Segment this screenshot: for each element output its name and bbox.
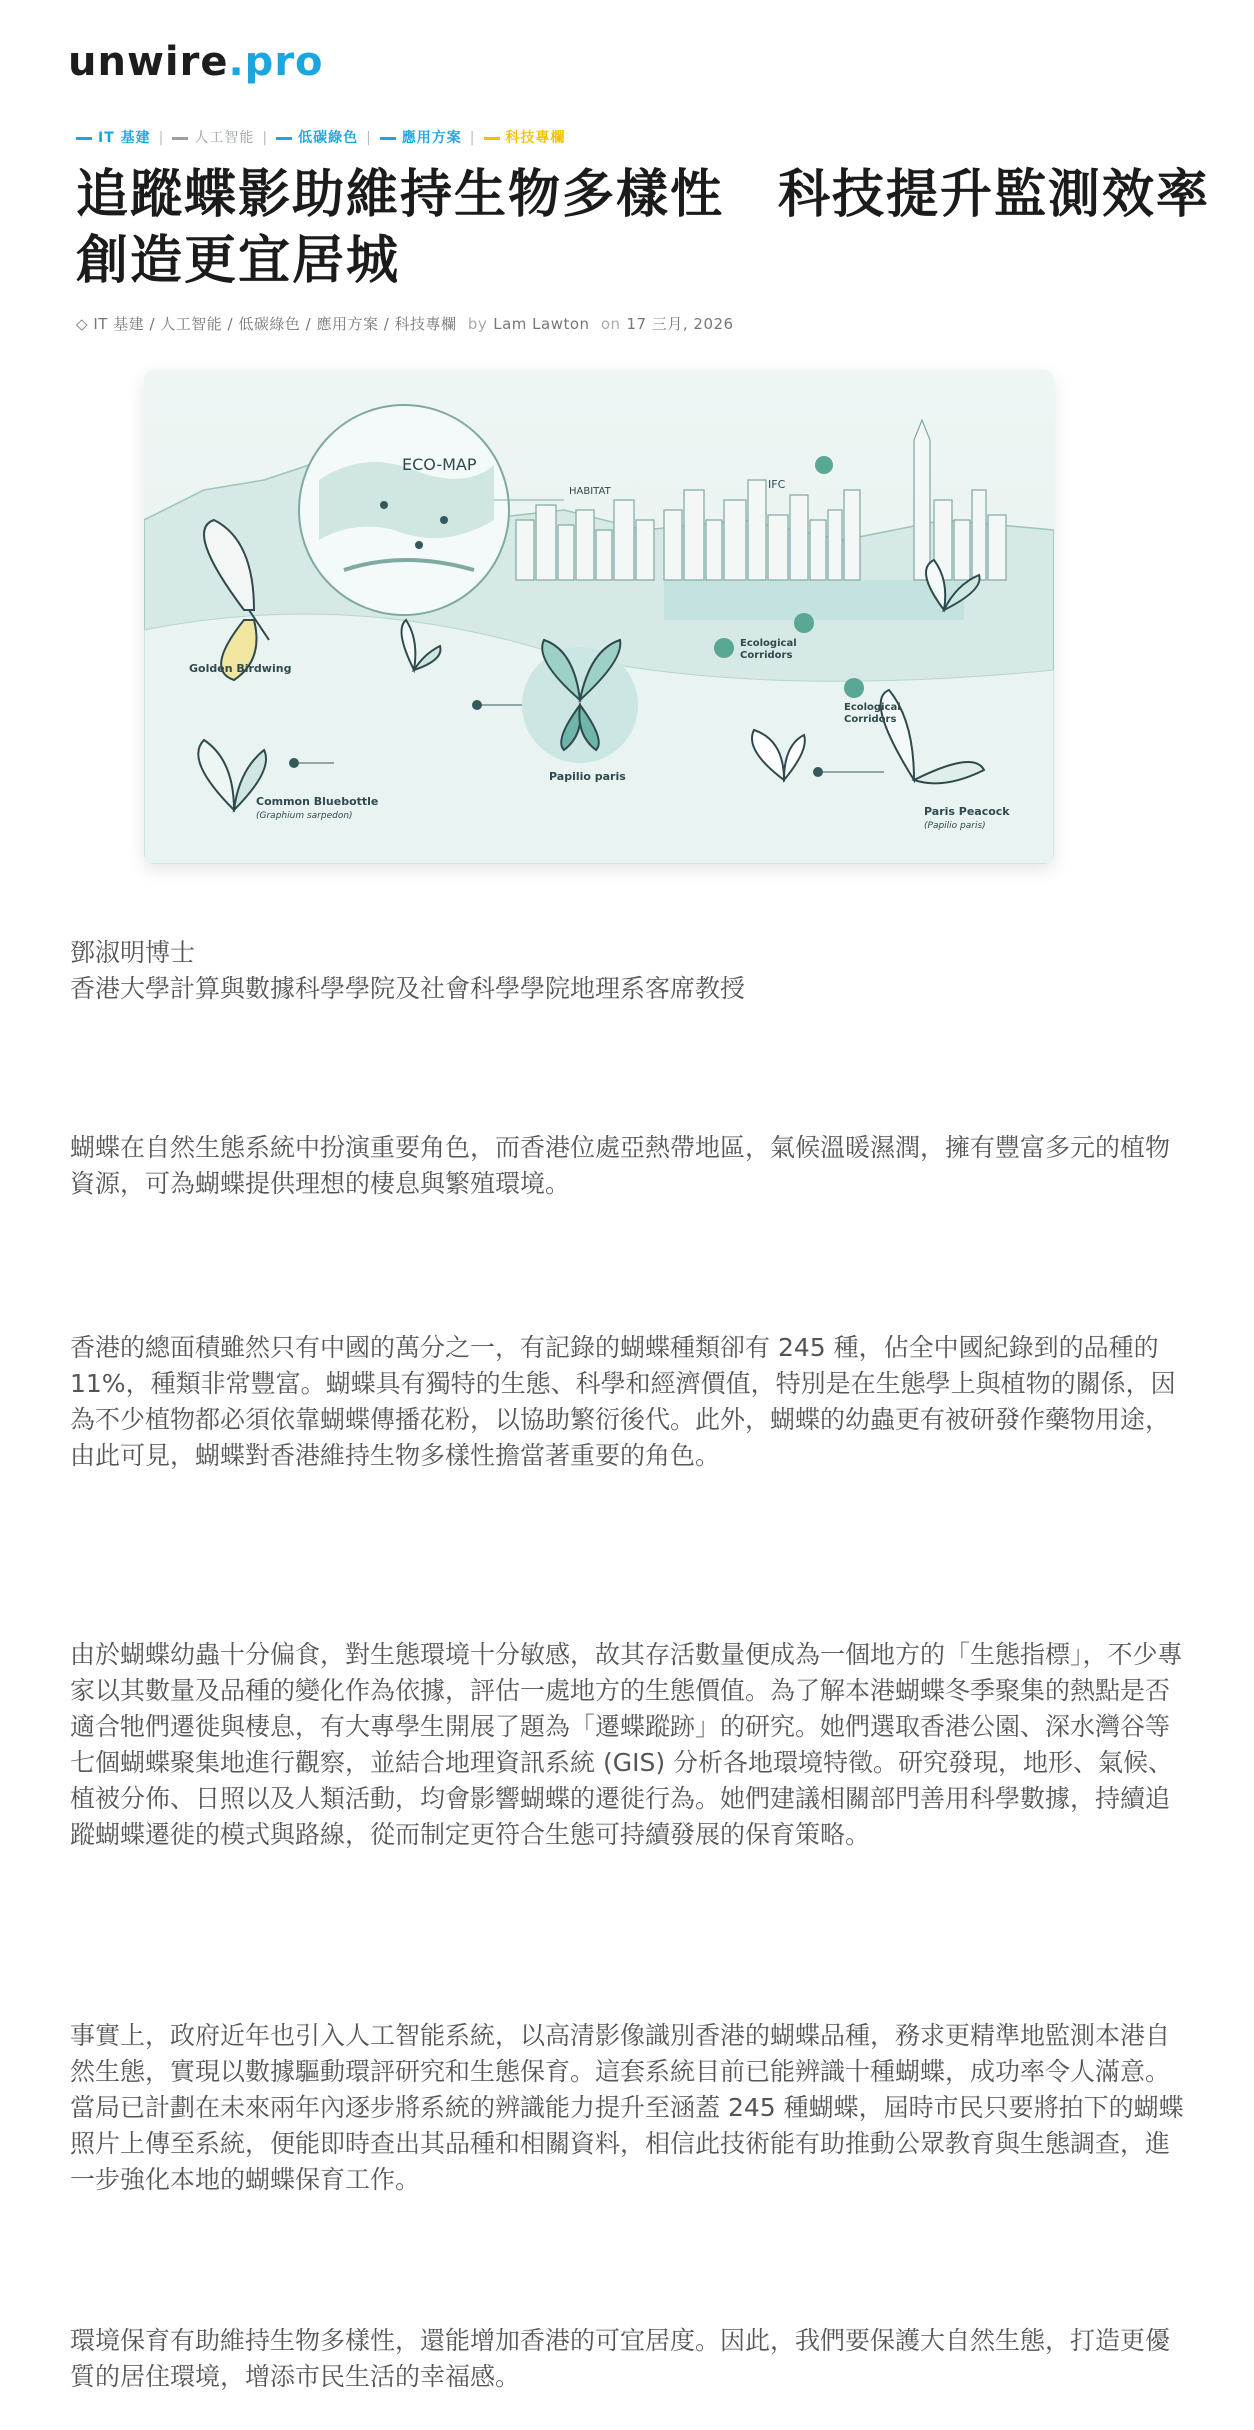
article-paragraph: 由於蝴蝶幼蟲十分偏食，對生態環境十分敏感，故其存活數量便成為一個地方的「生態指標」，不少專家以其數量及品種的變化作為依據，評估一處地方的生態價值。為了解本港蝴蝶冬季聚集的熱點是否適合牠們遷徙與棲息，有大專學生開展了題為「遷蝶蹤跡」的研究。她們選取香港公園、深水灣谷等七個蝴蝶聚集地進行觀察，並結合地理資訊系統 (GIS) 分析各地環境特徵。研究發現，地形、氣候、植被分佈、日照以及人類活動，均會影響蝴蝶的遷徙行為。她們建議相關部門善用科學數據，持續追蹤蝴蝶遷徙的模式與路線，從而制定更符合生態可持續發展的保育策略。	[70, 1640, 1183, 1849]
label-ifc: IFC	[768, 478, 786, 491]
hero-illustration	[144, 370, 1054, 864]
author-name: 鄧淑明博士	[70, 938, 196, 967]
tag-separator: |	[469, 130, 476, 146]
label-common-bluebottle-latin: (Graphium sarpedon)	[256, 811, 353, 821]
category-tags	[76, 128, 566, 148]
diamond-icon: ◇	[76, 315, 89, 333]
tag-bar	[76, 137, 92, 140]
category-label: 低碳綠色	[298, 130, 359, 146]
tag-separator: |	[158, 130, 165, 146]
author-block	[70, 935, 745, 1007]
label-common-bluebottle: Common Bluebottle	[256, 795, 379, 808]
category-label: 人工智能	[194, 130, 255, 146]
label-eco-corridors-2: Ecological	[844, 702, 901, 713]
article-meta	[76, 313, 734, 334]
category-label: 科技專欄	[505, 130, 566, 146]
category-tag-solutions[interactable]	[380, 128, 462, 148]
tag-bar	[380, 137, 396, 140]
label-eco-corridors-1: Ecological	[740, 638, 797, 649]
category-label: 應用方案	[401, 130, 462, 146]
tag-bar	[276, 137, 292, 140]
meta-by: by	[467, 315, 488, 333]
label-eco-map: ECO-MAP	[402, 455, 477, 474]
meta-categories[interactable]: IT 基建 / 人工智能 / 低碳綠色 / 應用方案 / 科技專欄	[93, 315, 457, 333]
logo-main-text: unwire	[68, 39, 229, 85]
label-eco-corridors-1b: Corridors	[740, 650, 793, 661]
tag-separator: |	[262, 130, 269, 146]
category-label: IT 基建	[98, 130, 151, 146]
article-paragraph: 蝴蝶在自然生態系統中扮演重要角色，而香港位處亞熱帶地區，氣候溫暖濕潤，擁有豐富多元的植物資源，可為蝴蝶提供理想的棲息與繁殖環境。	[70, 1133, 1171, 1198]
category-tag-green[interactable]	[276, 128, 358, 148]
label-paris-peacock: Paris Peacock	[924, 805, 1010, 818]
tag-bar	[484, 137, 500, 140]
meta-date: 17 三月, 2026	[626, 315, 734, 333]
category-tag-column[interactable]	[484, 128, 566, 148]
label-paris-peacock-latin: (Papilio paris)	[924, 821, 986, 831]
article-paragraph: 事實上，政府近年也引入人工智能系統，以高清影像識別香港的蝴蝶品種，務求更精準地監測本港自然生態，實現以數據驅動環評研究和生態保育。這套系統目前已能辨識十種蝴蝶，成功率令人滿意。當局已計劃在未來兩年內逐步將系統的辨識能力提升至涵蓋 245 種蝴蝶，屆時市民只要將拍下的蝴蝶照片上傳至系統，便能即時查出其品種和相關資料，相信此技術能有助推動公眾教育與生態調查，進一步強化本地的蝴蝶保育工作。	[70, 2021, 1184, 2194]
tag-bar	[172, 137, 188, 140]
category-tag-ai[interactable]	[172, 128, 254, 148]
meta-author[interactable]: Lam Lawton	[493, 315, 590, 333]
label-eco-corridors-2b: Corridors	[844, 714, 897, 725]
label-papilio-paris: Papilio paris	[549, 770, 626, 783]
label-golden-birdwing: Golden Birdwing	[189, 662, 292, 675]
article-paragraph: 環境保育有助維持生物多樣性，還能增加香港的可宜居度。因此，我們要保護大自然生態，打造更優質的居住環境，增添市民生活的幸福感。	[70, 2326, 1171, 2391]
category-tag-it[interactable]	[76, 128, 151, 148]
meta-on: on	[600, 315, 621, 333]
article-title: 追蹤蝶影助維持生物多樣性 科技提升監測效率 創造更宜居城	[76, 165, 1211, 291]
article-paragraph: 香港的總面積雖然只有中國的萬分之一，有記錄的蝴蝶種類卻有 245 種，佔全中國紀錄到的品種的 11%，種類非常豐富。蝴蝶具有獨特的生態、科學和經濟價值，特別是在生態學上與植物的關係，因為不少植物都必須依靠蝴蝶傳播花粉，以協助繁衍後代。此外，蝴蝶的幼蟲更有被研發作藥物用途，由此可見，蝴蝶對香港維持生物多樣性擔當著重要的角色。	[70, 1333, 1176, 1470]
logo-suffix-text: .pro	[228, 39, 324, 85]
tag-separator: |	[366, 130, 372, 146]
label-habitat: HABITAT	[569, 486, 611, 497]
author-title: 香港大學計算與數據科學學院及社會科學學院地理系客席教授	[70, 974, 746, 1003]
site-logo[interactable]	[68, 38, 324, 86]
